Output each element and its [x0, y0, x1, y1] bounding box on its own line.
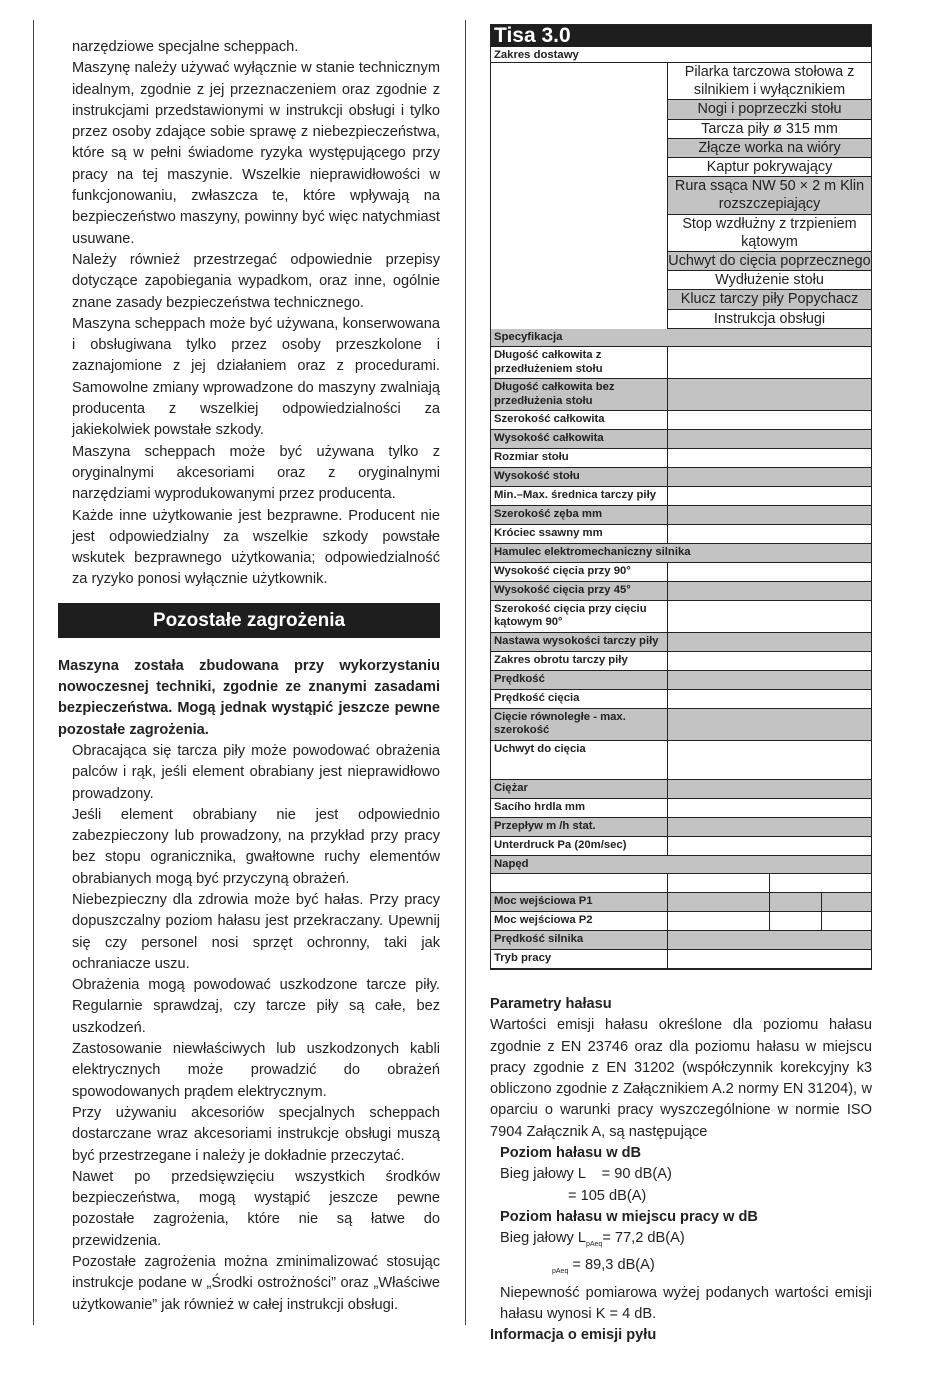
spec-label: Prędkość cięcia	[491, 690, 668, 708]
spec-value-cell	[770, 893, 822, 911]
spec-value	[668, 506, 871, 524]
spec-row	[491, 837, 871, 856]
delivery-item: Kaptur pokrywający	[668, 158, 871, 177]
hazard-paragraph: Obrażenia mogą powodować uszkodzone tarcze piły. Regularnie sprawdzaj, czy tarcze piły są całe, bez uszkodzeń.	[72, 977, 440, 1036]
spec-row	[491, 893, 871, 912]
hazard-paragraph: Jeśli element obrabiany nie jest odpowiednio zabezpieczony lub prowadzony, na przykład przy pracy bez stopu ogranicznika, gwałtowne ruchy elementów obrabianych mogą być przyczyną obrażeń.	[72, 806, 440, 887]
spec-value	[668, 931, 871, 949]
spec-label: Tryb pracy	[491, 950, 668, 968]
spec-value	[668, 449, 871, 467]
delivery-item: Uchwyt do cięcia poprzecznego	[668, 252, 871, 271]
spec-label: Szerokość całkowita	[491, 411, 668, 429]
spec-value-cell	[770, 912, 822, 930]
spec-label: Przepływ m /h stat.	[491, 818, 668, 836]
spec-row	[491, 582, 871, 601]
spec-value	[668, 347, 871, 378]
noise-uncertainty: Niepewność pomiarowa wyżej podanych wartości emisji hałasu wynosi K = 4 dB.	[500, 1284, 872, 1322]
intro-paragraph: Maszyna została zbudowana przy wykorzystaniu nowoczesnej techniki, zgodnie ze znanymi zasadami bezpieczeństwa. Mogą jednak wystąpić jeszcze pewne pozostałe zagrożenia.	[58, 657, 440, 738]
spec-value	[668, 601, 871, 632]
paragraph: Maszyna scheppach może być używana tylko z oryginalnymi akcesoriami oraz z oryginalnymi narzędziami wyprodukowanymi przez producenta.	[72, 443, 440, 503]
spec-row	[491, 411, 871, 430]
spec-label: Unterdruck Pa (20m/sec)	[491, 837, 668, 855]
spec-row	[491, 874, 871, 893]
spec-section-header: Napęd	[491, 856, 871, 875]
spec-value	[668, 799, 871, 817]
spec-value	[668, 741, 871, 779]
spec-value	[668, 379, 871, 410]
spec-value	[668, 430, 871, 448]
paragraph: narzędziowe specjalne scheppach.	[72, 39, 299, 55]
spec-label: Moc wejściowa P2	[491, 912, 668, 930]
spec-value	[668, 525, 871, 543]
noise-work: = 105 dB(A)	[568, 1187, 647, 1204]
delivery-item: Rura ssąca NW 50 × 2 m Klin rozszczepiający	[668, 177, 871, 214]
spec-row	[491, 379, 871, 411]
section-title: Pozostałe zagrożenia	[58, 603, 440, 638]
hazard-paragraph: Zastosowanie niewłaściwych lub uszkodzonych kabli elektrycznych może prowadzić do obrażeń spowodowanych prądem elektrycznym.	[72, 1041, 440, 1100]
noise-idle2-value: = 77,2 dB(A)	[602, 1230, 685, 1247]
spec-label	[491, 874, 668, 892]
spec-row	[491, 652, 871, 671]
spec-row	[491, 931, 871, 950]
spec-row	[491, 468, 871, 487]
noise-idle2-label: Bieg jałowy L	[500, 1230, 586, 1247]
spec-row	[491, 563, 871, 582]
noise-sub: pAeq	[586, 1241, 603, 1249]
spec-label: Cięcie równoległe - max. szerokość	[491, 709, 668, 740]
spec-row	[491, 347, 871, 379]
spec-value-cell	[668, 874, 770, 892]
spec-label: Długość całkowita z przedłużeniem stołu	[491, 347, 668, 378]
spec-row	[491, 950, 871, 969]
spec-value	[668, 563, 871, 581]
spec-label: Ciężar	[491, 780, 668, 798]
paragraph: Każde inne użytkowanie jest bezprawne. Producent nie jest odpowiedzialny za wszelkie szkody powstałe wskutek bezprawnego użytkowania; odpowiedzialność za ryzyko ponosi wyłącznie użytkownik.	[72, 507, 440, 588]
noise-sub-2: pAeq	[552, 1268, 569, 1276]
spec-row	[491, 799, 871, 818]
spec-label: Sacího hrdla mm	[491, 799, 668, 817]
hazard-paragraph: Przy używaniu akcesoriów specjalnych scheppach dostarczane wraz akcesoriami instrukcje obsługi muszą być przestrzegane i należy je dokładnie przeczytać.	[72, 1104, 440, 1164]
hazard-paragraph: Pozostałe zagrożenia można zminimalizować stosując instrukcje podane w „Środki ostrożności” oraz „Właściwe użytkowanie” jak również w całej instrukcji obsługi.	[72, 1254, 440, 1313]
dust-title: Informacja o emisji pyłu	[490, 1327, 657, 1344]
spec-row	[491, 633, 871, 652]
spec-row	[491, 506, 871, 525]
spec-table	[490, 24, 872, 970]
spec-value	[668, 633, 871, 651]
spec-value-cell	[822, 893, 871, 911]
spec-value	[668, 818, 871, 836]
spec-row	[491, 449, 871, 468]
spec-value	[668, 411, 871, 429]
spec-label: Szerokość zęba mm	[491, 506, 668, 524]
spec-value	[668, 893, 871, 911]
spec-row	[491, 709, 871, 741]
spec-row	[491, 780, 871, 799]
spec-value	[668, 950, 871, 968]
delivery-item: Stop wzdłużny z trzpieniem kątowym	[668, 215, 871, 252]
column-rule-middle	[465, 20, 466, 1325]
hazard-paragraph: Nawet po przedsięwzięciu wszystkich środków bezpieczeństwa, mogą wystąpić jeszcze pewne pozostałe zagrożenia, które nie są łatwe do przewidzenia.	[72, 1168, 440, 1249]
spec-value	[668, 780, 871, 798]
spec-row	[491, 690, 871, 709]
spec-row	[491, 487, 871, 506]
spec-value	[668, 837, 871, 855]
delivery-item: Nogi i poprzeczki stołu	[668, 100, 871, 119]
spec-value	[668, 874, 871, 892]
spec-row	[491, 601, 871, 633]
spec-value	[668, 582, 871, 600]
spec-row	[491, 741, 871, 780]
noise-title: Parametry hałasu	[490, 996, 612, 1012]
spec-label: Wysokość stołu	[491, 468, 668, 486]
spec-row	[491, 525, 871, 544]
spec-label: Nastawa wysokości tarczy piły	[491, 633, 668, 651]
spec-label: Rozmiar stołu	[491, 449, 668, 467]
hazard-paragraph: Niebezpieczny dla zdrowia może być hałas. Przy pracy dopuszczalny poziom hałasu jest przekraczany. Upewnij się czy personel nosi sprzęt ochronny, taki jak ochraniacze uszu.	[72, 891, 440, 972]
delivery-item: Klucz tarczy piły Popychacz	[668, 290, 871, 309]
spec-value-cell	[668, 912, 770, 930]
noise-section	[490, 994, 872, 1347]
paragraph: Maszynę należy używać wyłącznie w stanie technicznym idealnym, zgodnie z jej przeznaczeniem oraz zgodnie z instrukcjami przedstawionymi w instrukcji obsługi i tylko przez osoby zdające sobie sprawę z niebezpieczeństwa, które są w pełni świadome ryzyka występującego przy pracy na tej maszynie. Wszelkie nieprawidłowości w funkcjonowaniu, zwłaszcza te, które wpływają na bezpieczeństwo maszyny, powinny być więc natychmiast usuwane.	[72, 60, 440, 247]
spec-section-header: Specyfikacja	[491, 329, 871, 348]
spec-label: Szerokość cięcia przy cięciu kątowym 90°	[491, 601, 668, 632]
spec-row	[491, 430, 871, 449]
noise-workplace-title: Poziom hałasu w miejscu pracy w dB	[500, 1208, 758, 1225]
noise-level-title: Poziom hałasu w dB	[500, 1145, 642, 1162]
delivery-item: Instrukcja obsługi	[668, 310, 871, 329]
spec-label: Min.–Max. średnica tarczy piły	[491, 487, 668, 505]
spec-label: Wysokość całkowita	[491, 430, 668, 448]
paragraph: Maszyna scheppach może być używana, konserwowana i obsługiwana tylko przez osoby przeszkolone i zaznajomione z jej działaniem oraz z procedurami. Samowolne zmiany wprowadzone do maszyny zwalniają producenta z wszelkiej odpowiedzialności za jakiekolwiek powstałe szkody.	[72, 315, 440, 439]
spec-row	[491, 818, 871, 837]
spec-value	[668, 690, 871, 708]
spec-row	[491, 671, 871, 690]
spec-value	[668, 652, 871, 670]
delivery-header: Zakres dostawy	[491, 47, 871, 63]
spec-label: Zakres obrotu tarczy piły	[491, 652, 668, 670]
table-title: Tisa 3.0	[491, 25, 871, 47]
spec-section-header: Hamulec elektromechaniczny silnika	[491, 544, 871, 563]
hazard-paragraph: Obracająca się tarcza piły może powodować obrażenia palców i rąk, jeśli element obrabiany jest nieprawidłowo prowadzony.	[72, 742, 440, 802]
delivery-item: Pilarka tarczowa stołowa z silnikiem i wyłącznikiem	[668, 63, 871, 100]
spec-value	[668, 671, 871, 689]
spec-label: Uchwyt do cięcia	[491, 741, 668, 779]
noise-idle: Bieg jałowy L = 90 dB(A)	[500, 1166, 672, 1183]
spec-value	[668, 487, 871, 505]
column-rule-left	[33, 20, 34, 1325]
paragraph: Należy również przestrzegać odpowiednie przepisy dotyczące zapobiegania wypadkom, oraz inne, ogólnie znane zasady bezpieczeństwa technicznego.	[72, 251, 440, 311]
spec-value-cell	[770, 874, 871, 892]
delivery-item: Wydłużenie stołu	[668, 271, 871, 290]
spec-label: Prędkość silnika	[491, 931, 668, 949]
spec-label: Moc wejściowa P1	[491, 893, 668, 911]
spec-value	[668, 912, 871, 930]
spec-value	[668, 468, 871, 486]
noise-text: Wartości emisji hałasu określone dla poziomu hałasu zgodnie z EN 23746 oraz dla poziomu hałasu w miejscu pracy zgodnie z EN 31202 (współczynnik korekcyjny k3 obliczono zgodnie z Załącznikiem A.2 normy EN 31204), w oparciu o warunki pracy wyszczególnione w normie ISO 7904 Załącznik A, są następujące	[490, 1017, 872, 1140]
spec-value-cell	[822, 912, 871, 930]
delivery-item: Tarcza piły ø 315 mm	[668, 120, 871, 139]
delivery-item: Złącze worka na wióry	[668, 139, 871, 158]
spec-label: Wysokość cięcia przy 90°	[491, 563, 668, 581]
spec-label: Wysokość cięcia przy 45°	[491, 582, 668, 600]
spec-label: Króciec ssawny mm	[491, 525, 668, 543]
spec-value	[668, 709, 871, 740]
left-column	[58, 37, 440, 1316]
spec-value-cell	[668, 893, 770, 911]
spec-label: Długość całkowita bez przedłużenia stołu	[491, 379, 668, 410]
spec-label: Prędkość	[491, 671, 668, 689]
noise-work2: = 89,3 dB(A)	[572, 1257, 655, 1274]
spec-row	[491, 912, 871, 931]
